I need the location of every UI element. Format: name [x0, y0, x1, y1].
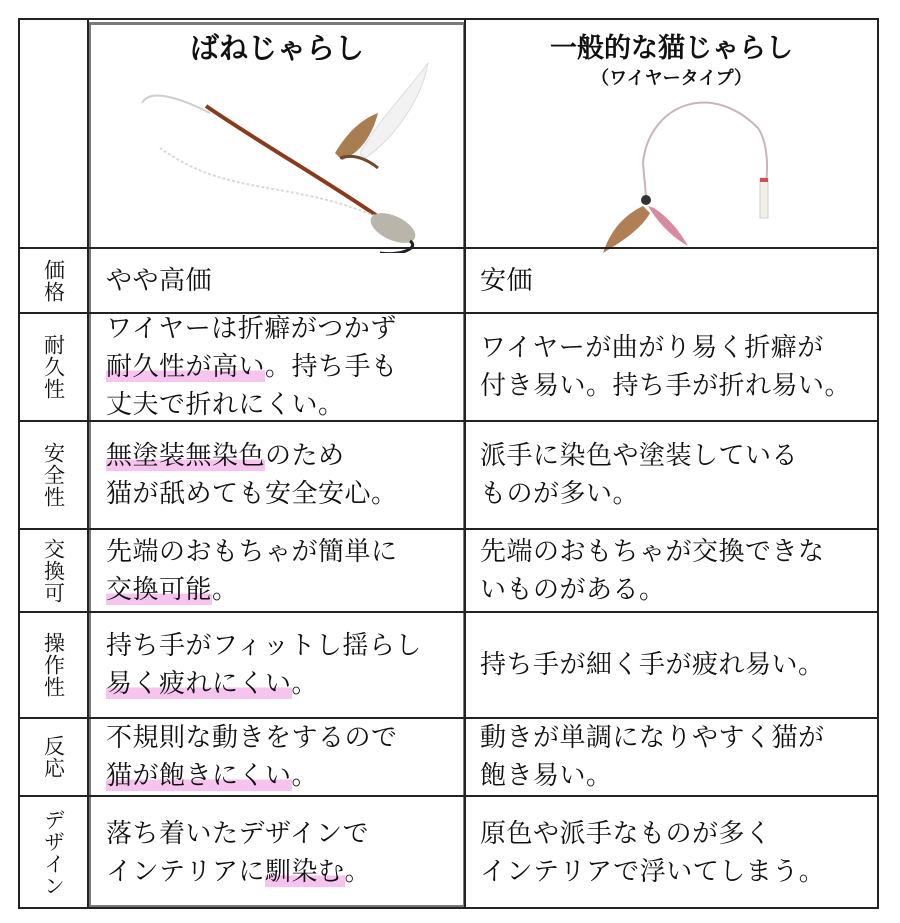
highlighted-text: 交換可能	[106, 574, 213, 605]
grid-line	[18, 18, 20, 909]
wire-cat-teaser-image	[588, 88, 788, 253]
row-label-safety: 安全性	[41, 442, 66, 508]
cell-replaceable-col1	[106, 529, 464, 612]
grid-line	[18, 420, 879, 422]
col2-subtitle: （ワイヤータイプ）	[591, 68, 752, 89]
grid-line	[18, 312, 879, 314]
cell-safety-col2: 派手に染色や塗装している ものが多い。	[480, 441, 799, 509]
comparison-table	[18, 18, 879, 909]
grid-line	[18, 717, 879, 719]
cell-text: 落ち着いたデザインで インテリアに	[106, 818, 370, 887]
grid-line	[18, 247, 879, 249]
highlighted-text: 馴染む	[265, 856, 345, 887]
cell-operability-col2: 持ち手が細く手が疲れ易い。	[480, 650, 825, 680]
cell-safety-col1	[106, 421, 464, 529]
cell-text: 。	[291, 761, 319, 791]
cell-reaction-col1	[106, 718, 464, 796]
row-label-price: 価格	[41, 258, 66, 303]
row-label-replaceable: 交換可	[41, 537, 66, 604]
grid-line	[18, 795, 879, 797]
cell-text: のため 猫が舐めても安全安心。	[106, 441, 398, 509]
cell-text: 不規則な動きをするので	[106, 723, 398, 753]
cell-text: 。	[212, 574, 239, 605]
row-label-reaction: 反応	[41, 735, 66, 779]
col1-title: ばねじゃらし	[189, 31, 364, 65]
cell-text: 先端のおもちゃが簡単に	[106, 536, 398, 567]
cell-replaceable-col2: 先端のおもちゃが交換できな いものがある。	[480, 536, 825, 605]
cell-text: 。	[344, 856, 372, 887]
col2-title: 一般的な猫じゃらし	[550, 33, 793, 64]
grid-line	[18, 907, 879, 909]
highlighted-text: 耐久性が高い	[106, 352, 266, 382]
grid-line	[464, 18, 466, 909]
highlighted-text: 無塗装無染色	[106, 441, 266, 471]
cell-reaction-col2: 動きが単調になりやすく猫が 飽き易い。	[480, 723, 825, 791]
cell-price-col2: 安価	[480, 265, 534, 296]
grid-line	[87, 18, 89, 909]
cell-operability-col1	[106, 612, 464, 718]
cell-text: 。	[291, 669, 319, 699]
cell-text: ワイヤーは折癖がつかず	[106, 314, 397, 344]
cell-price-col1	[106, 248, 464, 313]
highlighted-text: 猫が飽きにくい	[106, 761, 292, 791]
cell-durability-col2: ワイヤーが曲がり易く折癖が 付き易い。持ち手が折れ易い。	[480, 333, 852, 401]
cell-text: 。持ち手も 丈夫で折れにくい。	[106, 352, 398, 420]
cell-design-col2: 原色や派手なものが多く インテリアで浮いてしまう。	[480, 818, 826, 887]
cell-durability-col1	[106, 313, 464, 421]
grid-line	[18, 611, 879, 613]
row-label-durability: 耐久性	[41, 334, 66, 400]
grid-line	[18, 528, 879, 530]
row-label-design: デザイン	[41, 808, 66, 897]
grid-line	[877, 18, 879, 909]
highlighted-text: 易く疲れにくい	[106, 669, 292, 699]
cell-text: やや高価	[106, 265, 213, 296]
cell-design-col1	[106, 796, 464, 909]
grid-line	[18, 18, 879, 20]
cell-text: 持ち手がフィットし揺らし	[106, 631, 422, 661]
row-label-operability: 操作性	[41, 632, 66, 698]
